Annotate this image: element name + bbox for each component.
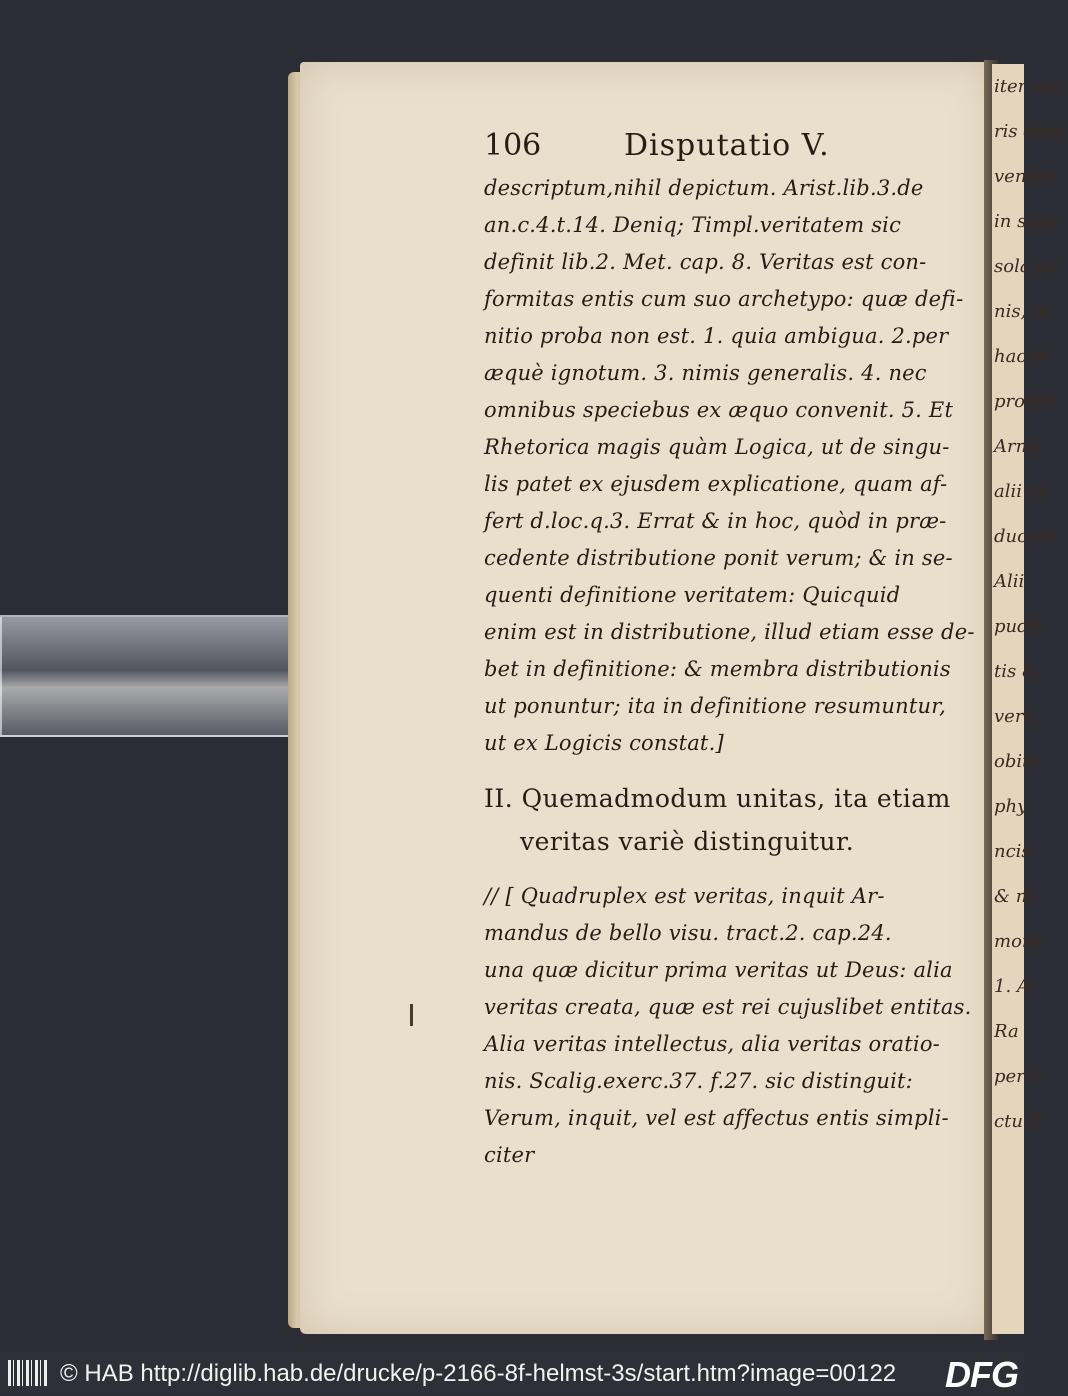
text-line: omnibus speciebus ex æquo convenit. 5. Et: [484, 398, 954, 422]
facing-fragment: hac di: [994, 346, 1050, 367]
text-line: ut ex Logicis constat.]: [484, 731, 724, 755]
text-line: ut ponuntur; ita in definitione resumuntur,: [484, 694, 947, 718]
facing-fragment: phy: [994, 796, 1028, 817]
text-line: enim est in distributione, illud etiam esse de-: [484, 620, 975, 644]
facing-fragment: pude: [994, 616, 1040, 637]
commentary-line: citer: [484, 1143, 535, 1167]
text-line: lis patet ex ejusdem explicatione, quam af-: [484, 472, 948, 496]
text-line: quenti definitione veritatem: Quicquid: [484, 583, 901, 607]
thesis-line-1: II. Quemadmodum unitas, ita etiam: [484, 784, 951, 813]
text-line: definit lib.2. Met. cap. 8. Veritas est con-: [484, 250, 927, 274]
body-paragraph: [484, 176, 975, 768]
page-number: 106: [484, 128, 542, 163]
facing-fragment: nis, ut: [994, 301, 1051, 322]
facing-fragment: 1. Ar: [994, 976, 1039, 997]
footer-bar: [0, 1352, 1024, 1394]
margin-mark: [410, 1004, 413, 1026]
facing-fragment: sola po: [994, 256, 1059, 277]
facing-fragment: tis &: [994, 661, 1038, 682]
facing-fragment: ducunt: [994, 526, 1058, 547]
text-line: æquè ignotum. 3. nimis generalis. 4. nec: [484, 361, 927, 385]
facing-page: [992, 64, 1068, 1334]
text-line: fert d.loc.q.3. Errat & in hoc, quòd in præ-: [484, 509, 947, 533]
text-line: formitas entis cum suo archetypo: quæ defi-: [484, 287, 964, 311]
facing-fragment: venien: [994, 166, 1055, 187]
facing-fragment: ctu d: [994, 1111, 1041, 1132]
running-title: Disputatio V.: [624, 128, 830, 163]
commentary-line: Alia veritas intellectus, alia veritas oratio-: [484, 1032, 940, 1056]
page-header: [484, 128, 944, 172]
commentary-line: Verum, inquit, vel est affectus entis simpli-: [484, 1106, 949, 1130]
facing-fragment: ris depe: [994, 121, 1068, 142]
text-line: descriptum,nihil depictum. Arist.lib.3.de: [484, 176, 924, 200]
text-line: nitio proba non est. 1. quia ambigua. 2.per: [484, 324, 949, 348]
facing-fragment: proœn: [994, 391, 1055, 412]
facing-fragment: Armi: [994, 436, 1039, 457]
facing-fragment: in sign: [994, 211, 1056, 232]
commentary-paragraph: [484, 884, 972, 1180]
facing-fragment: more: [994, 931, 1042, 952]
commentary-line: mandus de bello visu. tract.2. cap.24.: [484, 921, 892, 945]
facing-fragment: & m: [994, 886, 1033, 907]
commentary-line: // [ Quadruplex est veritas, inquit Ar-: [484, 884, 885, 908]
commentary-line: una quæ dicitur prima veritas ut Deus: alia: [484, 958, 953, 982]
facing-fragment: Ra: [994, 1021, 1019, 1042]
barcode-icon: [8, 1360, 48, 1386]
text-line: cedente distributione ponit verum; & in se-: [484, 546, 953, 570]
facing-fragment: alii in: [994, 481, 1046, 502]
facing-fragment: verit: [994, 706, 1037, 727]
text-line: bet in definitione: & membra distributionis: [484, 657, 951, 681]
text-line: an.c.4.t.14. Deniq; Timpl.veritatem sic: [484, 213, 902, 237]
facing-fragment: per c: [994, 1066, 1041, 1087]
facing-fragment: iter acc: [994, 76, 1063, 97]
dfg-logo: DFG: [945, 1354, 1018, 1395]
commentary-line: nis. Scalig.exerc.37. f.27. sic distinguit:: [484, 1069, 913, 1093]
text-line: Rhetorica magis quàm Logica, ut de singu-: [484, 435, 950, 459]
facing-fragment: ncis: [994, 841, 1031, 862]
facing-fragment: Alii: [994, 571, 1025, 592]
footer-credit[interactable]: © HAB http://diglib.hab.de/drucke/p-2166-8f-helmst-3s/start.htm?image=00122: [60, 1360, 897, 1387]
facing-fragment: obite: [994, 751, 1041, 772]
thesis-line-2: veritas variè distinguitur.: [520, 827, 855, 856]
page-text: [484, 176, 975, 1180]
commentary-line: veritas creata, quæ est rei cujuslibet entitas.: [484, 995, 972, 1019]
